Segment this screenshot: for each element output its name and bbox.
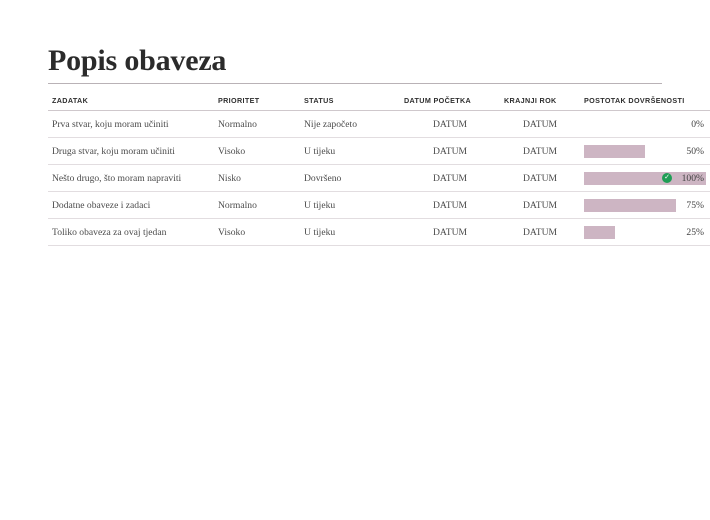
- todo-table: [48, 96, 710, 246]
- progress-bar-track: [584, 226, 706, 239]
- column-header-task[interactable]: ZADATAK: [52, 96, 89, 105]
- cell-priority: Visoko: [214, 138, 300, 165]
- cell-due-date: DATUM: [500, 165, 580, 192]
- table-row[interactable]: [48, 165, 710, 192]
- completed-check-icon: ✓: [662, 173, 672, 183]
- cell-start-date: DATUM: [400, 165, 500, 192]
- progress-bar-fill: [584, 145, 645, 158]
- cell-status: U tijeku: [300, 138, 400, 165]
- cell-priority: Visoko: [214, 219, 300, 246]
- cell-priority: Nisko: [214, 165, 300, 192]
- progress-label: 100%: [681, 172, 704, 184]
- progress-bar-track: [584, 199, 706, 212]
- cell-task: Toliko obaveza za ovaj tjedan: [48, 219, 214, 246]
- table-row[interactable]: [48, 111, 710, 138]
- progress-label: 0%: [691, 118, 704, 130]
- progress-label: 25%: [686, 226, 704, 238]
- cell-percent-complete: [580, 219, 710, 246]
- progress-label: 75%: [686, 199, 704, 211]
- cell-task: Prva stvar, koju moram učiniti: [48, 111, 214, 138]
- cell-priority: Normalno: [214, 192, 300, 219]
- table-row[interactable]: [48, 219, 710, 246]
- cell-status: U tijeku: [300, 219, 400, 246]
- table-row[interactable]: [48, 138, 710, 165]
- cell-percent-complete: [580, 111, 710, 138]
- cell-start-date: DATUM: [400, 111, 500, 138]
- page-title: Popis obaveza: [48, 44, 227, 77]
- cell-percent-complete: [580, 192, 710, 219]
- table-header-row: [48, 96, 710, 111]
- cell-due-date: DATUM: [500, 219, 580, 246]
- cell-percent-complete: [580, 138, 710, 165]
- cell-task: Nešto drugo, što moram napraviti: [48, 165, 214, 192]
- cell-status: Nije započeto: [300, 111, 400, 138]
- cell-due-date: DATUM: [500, 192, 580, 219]
- progress-bar-track: [584, 145, 706, 158]
- table-header: [48, 96, 710, 111]
- cell-task: Druga stvar, koju moram učiniti: [48, 138, 214, 165]
- progress-bar-track: [584, 172, 706, 185]
- progress-bar-fill: [584, 226, 615, 239]
- table-body: [48, 111, 710, 246]
- cell-due-date: DATUM: [500, 111, 580, 138]
- cell-start-date: DATUM: [400, 219, 500, 246]
- column-header-due-date[interactable]: KRAJNJI ROK: [504, 96, 557, 105]
- cell-due-date: DATUM: [500, 138, 580, 165]
- column-header-priority[interactable]: PRIORITET: [218, 96, 260, 105]
- cell-status: Dovršeno: [300, 165, 400, 192]
- column-header-percent-complete[interactable]: POSTOTAK DOVRŠENOSTI: [584, 96, 685, 105]
- title-divider: [48, 83, 662, 84]
- cell-status: U tijeku: [300, 192, 400, 219]
- cell-percent-complete: [580, 165, 710, 192]
- cell-priority: Normalno: [214, 111, 300, 138]
- column-header-status[interactable]: STATUS: [304, 96, 334, 105]
- progress-label: 50%: [686, 145, 704, 157]
- column-header-start-date[interactable]: DATUM POČETKA: [404, 96, 472, 105]
- cell-start-date: DATUM: [400, 138, 500, 165]
- progress-bar-fill: [584, 199, 676, 212]
- cell-start-date: DATUM: [400, 192, 500, 219]
- table-row[interactable]: [48, 192, 710, 219]
- cell-task: Dodatne obaveze i zadaci: [48, 192, 214, 219]
- progress-bar-track: [584, 118, 706, 131]
